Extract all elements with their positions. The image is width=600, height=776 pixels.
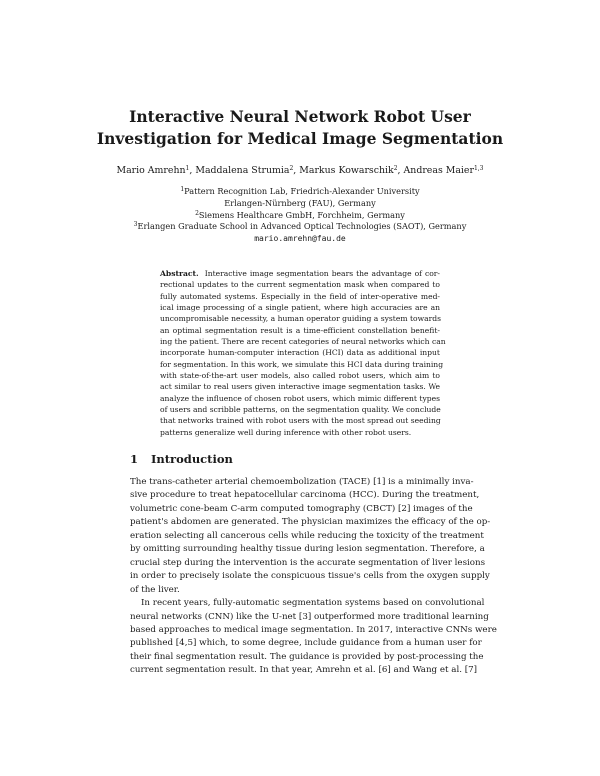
abstract-line: uncompromisable necessity, a human operator guiding a system towards bbox=[160, 314, 442, 324]
paragraph bbox=[130, 597, 497, 678]
abstract bbox=[160, 268, 446, 438]
section-title: Introduction bbox=[151, 452, 233, 466]
author-affil-mark: 2 bbox=[393, 165, 398, 172]
abstract-line: ical image processing of a single patient, where high accuracies are an bbox=[160, 303, 440, 313]
abstract-line: act similar to real users given interactive image segmentation tasks. We bbox=[160, 382, 440, 392]
affiliation-text: Pattern Recognition Lab, Friedrich-Alexander University bbox=[184, 186, 420, 196]
author-name: Andreas Maier bbox=[403, 165, 474, 176]
author-name: Maddalena Strumia bbox=[195, 165, 290, 176]
body-line: by omitting surrounding healthy tissue during lesion segmentation. Therefore, a bbox=[130, 544, 485, 555]
body-line: published [4,5] which, to some degree, include guidance from a human user for bbox=[130, 638, 482, 649]
body-line: neural networks (CNN) like the U-net [3] outperformed more traditional learning bbox=[130, 611, 489, 622]
body-line: current segmentation result. In that year, Amrehn et al. [6] and Wang et al. [7] bbox=[130, 665, 478, 676]
paragraph bbox=[130, 476, 491, 597]
body-line: their final segmentation result. The guidance is provided by post-processing the bbox=[130, 651, 484, 662]
abstract-line: fully automated systems. Especially in the field of inter-operative med- bbox=[160, 291, 440, 301]
body-line: eration selecting all cancerous cells while reducing the toxicity of the treatment bbox=[130, 530, 484, 541]
title-line: Investigation for Medical Image Segmentation bbox=[96, 129, 504, 148]
body-line: sive procedure to treat hepatocellular carcinoma (HCC). During the treatment, bbox=[130, 490, 480, 501]
body-line: based approaches to medical image segmentation. In 2017, interactive CNNs were bbox=[130, 624, 497, 635]
affiliation-mark: 1 bbox=[180, 186, 185, 193]
body-line: of the liver. bbox=[130, 584, 180, 595]
author-email: mario.amrehn@fau.de bbox=[254, 234, 346, 244]
affiliation-text: Erlangen-Nürnberg (FAU), Germany bbox=[224, 197, 376, 208]
abstract-line: incorporate human-computer interaction (HCI) data as additional input bbox=[160, 348, 440, 358]
body-line: in order to precisely isolate the conspicuous tissue's cells from the oxygen supply bbox=[130, 571, 490, 582]
author-affil-mark: 1,3 bbox=[473, 165, 484, 172]
abstract-line: ing the patient. There are recent categories of neural networks which can bbox=[160, 337, 446, 347]
affiliation-mark: 2 bbox=[195, 209, 199, 217]
paper-title bbox=[60, 106, 540, 150]
abstract-line: of users and scribble patterns, on the segmentation quality. We conclude bbox=[160, 405, 441, 415]
abstract-line: analyze the influence of chosen robot users, which mimic different types bbox=[160, 393, 440, 403]
affiliation-block bbox=[60, 186, 540, 245]
affiliation-text: Erlangen Graduate School in Advanced Optical Technologies (SAOT), Germany bbox=[137, 221, 467, 232]
abstract-line: patterns generalize well during inference with other robot users. bbox=[160, 427, 412, 437]
abstract-line bbox=[160, 268, 440, 279]
author-name: Markus Kowarschik bbox=[299, 165, 394, 176]
author-list: Mario Amrehn$^1$, Maddalena Strumia$^2$, Markus Kowarschik$^2$, Andreas Maier$^{1,3}$ bbox=[116, 165, 484, 176]
body-line: In recent years, fully-automatic segmentation systems based on convolutional bbox=[141, 598, 485, 609]
abstract-line: that networks trained with robot users with the most spread out seeding bbox=[160, 416, 441, 426]
author-affil-mark: 2 bbox=[289, 165, 294, 172]
author-name: Mario Amrehn bbox=[116, 165, 186, 176]
body-line: crucial step during the intervention is the accurate segmentation of liver lesions bbox=[130, 557, 486, 568]
abstract-line: with state-of-the-art user models, also called robot users, which aim to bbox=[160, 371, 440, 381]
affiliation-line bbox=[60, 186, 540, 198]
abstract-line: an optimal segmentation result is a time-efficient constellation benefit- bbox=[160, 325, 440, 335]
title-line: Interactive Neural Network Robot User bbox=[129, 107, 471, 126]
section-number: 1 bbox=[130, 452, 139, 466]
author-affil-mark: 1 bbox=[185, 165, 190, 172]
body-line: The trans-catheter arterial chemoembolization (TACE) [1] is a minimally inva- bbox=[130, 477, 474, 487]
body-line: volumetric cone-beam C-arm computed tomography (CBCT) [2] images of the bbox=[130, 503, 473, 514]
body-line: patient's abdomen are generated. The physician maximizes the efficacy of the op- bbox=[130, 517, 491, 528]
abstract-line: rectional updates to the current segmentation mask when compared to bbox=[160, 280, 440, 290]
abstract-label: Abstract. bbox=[160, 269, 199, 278]
affiliation-text: Siemens Healthcare GmbH, Forchheim, Germany bbox=[198, 209, 405, 220]
abstract-line: for segmentation. In this work, we simulate this HCI data during training bbox=[160, 359, 444, 369]
body-text bbox=[130, 476, 497, 678]
affiliation-line bbox=[60, 210, 540, 222]
affiliation-line bbox=[60, 198, 540, 210]
affiliation-line bbox=[60, 221, 540, 233]
section-heading bbox=[130, 452, 233, 466]
affiliation-mark: 3 bbox=[133, 221, 138, 229]
abstract-text: Interactive image segmentation bears the advantage of cor- bbox=[204, 269, 440, 278]
